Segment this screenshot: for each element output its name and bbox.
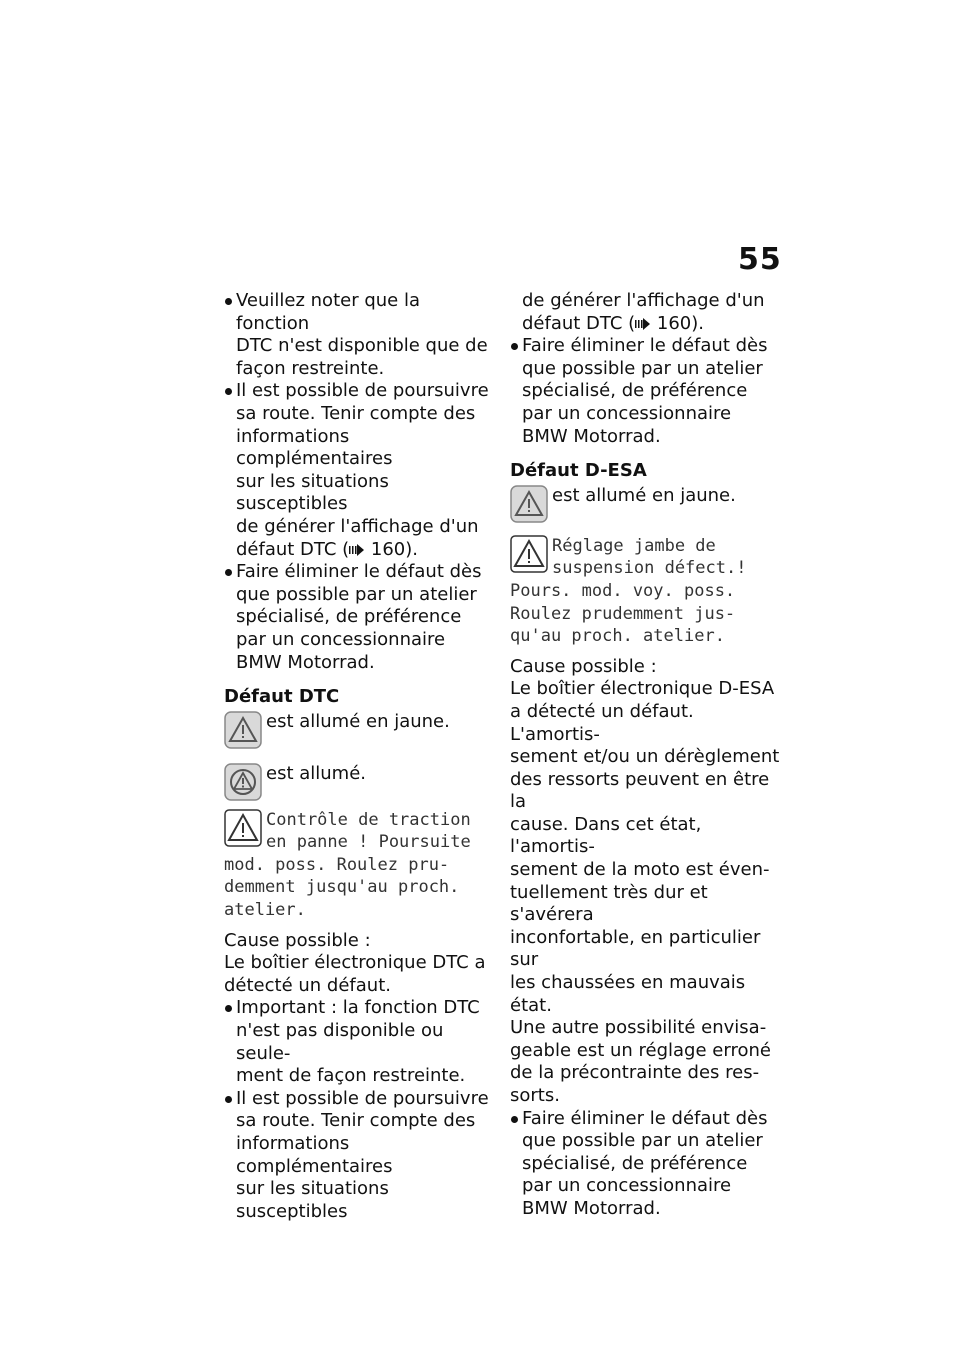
warning-light-icon — [510, 485, 548, 523]
warning-triangle-icon — [510, 535, 548, 573]
indicator-row: est allumé en jaune. — [510, 485, 780, 523]
list-item: Il est possible de poursuivre sa route. Tenir compte des informations complémentaires sur les situations susceptibles de générer l'affichage d'un défaut DTC ( 160). — [224, 380, 494, 561]
list-item-continuation: de générer l'affichage d'un défaut DTC ( 160). — [510, 290, 780, 335]
page-reference-arrow-icon — [635, 317, 651, 331]
cause-label: Cause possible : — [224, 929, 371, 951]
warning-triangle-icon — [224, 809, 262, 847]
section-heading: Défaut DTC — [224, 686, 340, 708]
page-reference: défaut DTC ( 160). — [236, 538, 418, 560]
page-reference: défaut DTC ( 160). — [522, 312, 704, 334]
list-item: Faire éliminer le défaut dès que possible par un atelier spécialisé, de préférence par un concessionnaire BMW Motorrad. — [224, 561, 494, 674]
cause-label: Cause possible : — [510, 655, 657, 677]
indicator-row: est allumé en jaune. — [224, 711, 494, 749]
list-item: Faire éliminer le défaut dès que possible par un atelier spécialisé, de préférence par un concessionnaire BMW Motorrad. — [510, 335, 780, 448]
right-column — [510, 290, 780, 1221]
left-column — [224, 290, 494, 1223]
list-item: Important : la fonction DTC n'est pas disponible ou seule- ment de façon restreinte. — [224, 997, 494, 1087]
cause-text: Le boîtier électronique DTC a détecté un défaut. — [224, 952, 486, 996]
display-message: Contrôle de traction en panne ! Poursuite mod. poss. Roulez pru- demment jusqu'au proch. atelier. — [224, 809, 471, 921]
warning-light-icon — [224, 711, 262, 749]
section-heading: Défaut D-ESA — [510, 460, 647, 482]
cause-text: Le boîtier électronique D-ESA a détecté un défaut. L'amortis- sement et/ou un dérèglement des ressorts peuvent en être la cause. Dans cet état, l'amortis- sement de la moto est éven- tuellement très dur et s'avérera inconfortable, en particulier sur les chaussées en mauvais état. Une autre possibilité envisa- geable est un réglage erroné de la précontrainte des res- sorts. — [510, 678, 780, 1106]
traction-control-light-icon — [224, 763, 262, 801]
list-item: Veuillez noter que la fonction DTC n'est disponible que de façon restreinte. — [224, 290, 494, 380]
list-item: Faire éliminer le défaut dès que possible par un atelier spécialisé, de préférence par un concessionnaire BMW Motorrad. — [510, 1108, 780, 1221]
indicator-row: est allumé. — [224, 763, 494, 801]
page-reference-arrow-icon — [349, 543, 365, 557]
page-number: 55 — [738, 242, 782, 277]
display-message: Réglage jambe de suspension défect.! Pours. mod. voy. poss. Roulez prudemment jus- qu'au proch. atelier. — [510, 535, 747, 647]
list-item: Il est possible de poursuivre sa route. Tenir compte des informations complémentaires sur les situations susceptibles — [224, 1088, 494, 1224]
